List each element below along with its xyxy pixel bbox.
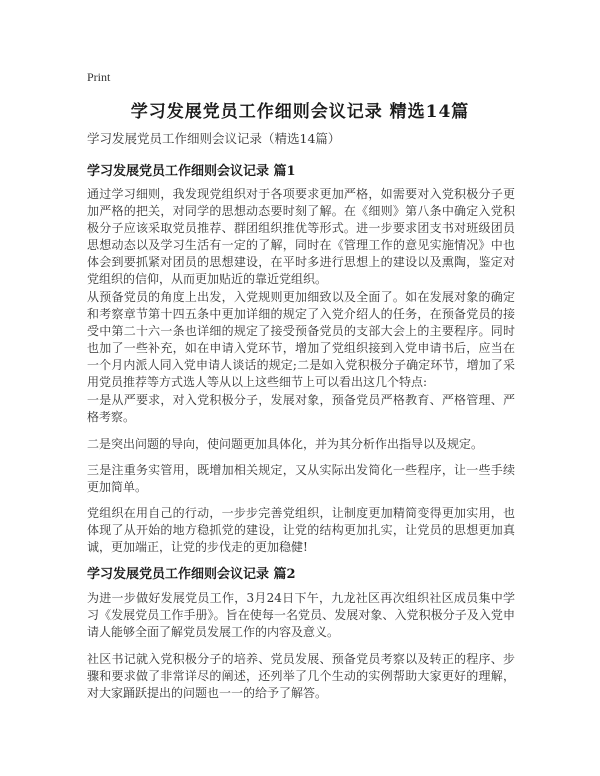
paragraph: 从预备党员的角度上出发，入党规则更加细致以及全面了。如在发展对象的确定和考察章节第十四五条中更加详细的规定了入党介绍人的任务，在预备党员的接受中第二十六一条也详细的规定了接受预备党员的支部大会上的主要程序。同时也加了一些补充，如在申请入党环节，增加了党组织接到入党申请书后，应当在一个月内派人同入党申请人谈话的规定;二是如入党积极分子确定环节，增加了采用党员推荐等方式选人等从以上这些细节上可以看出这几个特点:: [87, 290, 515, 389]
paragraph: 二是突出问题的导向，使问题更加具体化，并为其分析作出指导以及规定。: [87, 437, 484, 451]
document-subtitle: 学习发展党员工作细则会议记录（精选14篇）: [87, 131, 341, 146]
paragraph: 三是注重务实管用，既增加相关规定，又从实际出发简化一些程序，让一些手续更加简单。: [87, 463, 515, 494]
paragraph: 党组织在用自己的行动，一步步完善党组织，让制度更加精简变得更加实用，也体现了从开始的地方稳抓党的建设，让党的结构更加扎实，让党员的思想更加真诚，更加端正，让党的步伐走的更加稳健!: [87, 506, 515, 554]
paragraph: 一是从严要求，对入党积极分子，发展对象，预备党员严格教育、严格管理、严格考察。: [87, 393, 515, 424]
paragraph: 通过学习细则，我发现党组织对于各项要求更加严格，如需要对入党积极分子更加严格的把关，对同学的思想动态要时刻了解。在《细则》第八条中确定入党积极分子应该采取党员推荐、群团组织推优等形式。进一步要求团支书对班级团员思想动态以及学习生活有一定的了解，同时在《管理工作的意见实施情况》中也体会到要抓紧对团员的思想建设，在平时多进行思想上的建设以及熏陶，鉴定对党组织的信仰，从而更加贴近的靠近党组织。: [87, 187, 515, 286]
section-heading-1: 学习发展党员工作细则会议记录 篇1: [87, 164, 296, 179]
document-title: 学习发展党员工作细则会议记录 精选14篇: [130, 102, 470, 122]
paragraph: 为进一步做好发展党员工作，3月24日下午，九龙社区再次组织社区成员集中学习《发展党员工作手册》。旨在使每一名党员、发展对象、入党积极分子及入党申请人能够全面了解党员发展工作的内容及意义。: [87, 591, 515, 639]
print-label[interactable]: Print: [87, 70, 111, 84]
section-heading-2: 学习发展党员工作细则会议记录 篇2: [87, 567, 296, 582]
paragraph: 社区书记就入党积极分子的培养、党员发展、预备党员考察以及转正的程序、步骤和要求做了非常详尽的阐述，还列举了几个生动的实例帮助大家更好的理解，对大家踊跃提出的问题也一一的给予了解答。: [87, 652, 515, 700]
